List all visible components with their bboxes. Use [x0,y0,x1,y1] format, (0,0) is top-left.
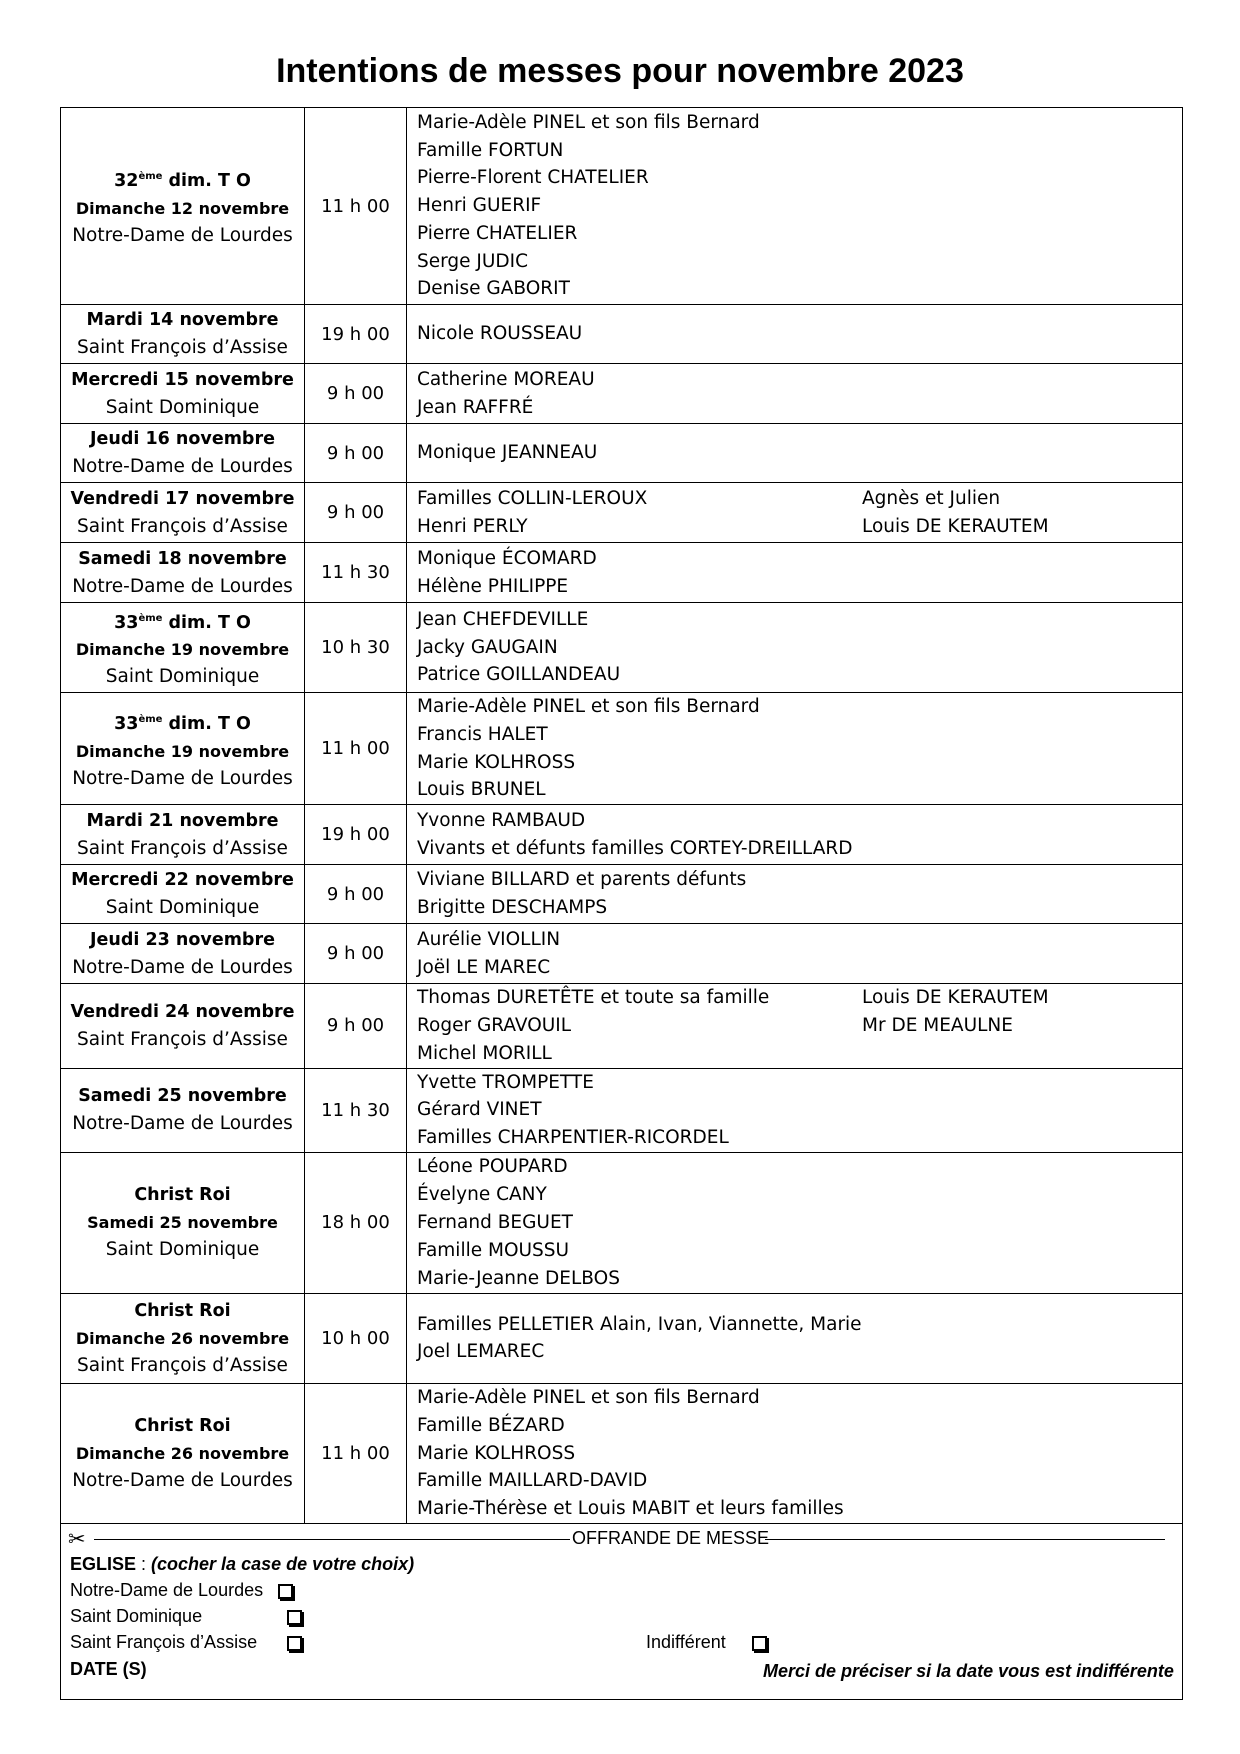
intention-name: Roger GRAVOUIL [417,1014,572,1036]
church-name: Notre-Dame de Lourdes [72,767,293,789]
feast-label [61,1413,304,1440]
intention-name: Marie KOLHROSS [417,751,576,773]
feast-name: 33 [114,612,139,633]
table-row [61,305,1183,364]
day-label: Samedi 25 novembre [78,1086,287,1107]
intention-name: Francis HALET [417,723,548,745]
intention-name: Marie-Thérèse et Louis MABIT et leurs familles [417,1498,844,1520]
date-label: DATE (S) [70,1659,147,1679]
eglise-hint: (cocher la case de votre choix) [151,1554,415,1574]
intentions-cell [407,1152,1183,1293]
time-cell: 10 h 00 [305,1293,407,1383]
date-cell [61,1293,305,1383]
intentions-cell [407,108,1183,305]
intentions-cell [407,1068,1183,1152]
feast-name: Christ Roi [134,1415,231,1436]
day-label: Mercredi 22 novembre [71,870,294,891]
intention-name: Marie-Adèle PINEL et son fils Bernard [417,111,760,133]
date-cell [61,1383,305,1523]
day-label: Dimanche 19 novembre [75,640,290,660]
feast-label [61,605,304,637]
church-name: Saint François d’Assise [77,1354,288,1376]
day-label: Samedi 25 novembre [87,1213,278,1233]
time-cell: 11 h 00 [305,693,407,805]
date-cell [61,543,305,603]
intentions-left [417,485,862,541]
date-cell [61,1068,305,1152]
intention-name: Louis DE KERAUTEM [862,987,1049,1009]
page-title: Intentions de messes pour novembre 2023 [276,52,964,90]
intentions-cell [407,364,1183,424]
eglise-separator: : [136,1554,152,1574]
table-row [61,693,1183,805]
table-row [61,1383,1183,1523]
date-cell [61,603,305,693]
church-name: Notre-Dame de Lourdes [72,1113,293,1135]
table-row [61,1068,1183,1152]
intentions-columns [417,984,1182,1067]
intentions-columns [417,485,1182,541]
intentions-cell [407,1293,1183,1383]
intentions-cell [407,1383,1183,1523]
intention-name: Michel MORILL [417,1042,552,1064]
time-cell: 11 h 00 [305,108,407,305]
church-name: Notre-Dame de Lourdes [72,1469,293,1491]
feast-suffix: dim. T O [162,170,251,191]
feast-suffix: dim. T O [162,713,251,734]
saint-francois-checkbox[interactable] [287,1636,302,1651]
offrande-form [60,1525,1183,1700]
table-row [61,924,1183,984]
feast-ordinal: ème [138,612,163,624]
intention-name: Pierre CHATELIER [417,222,578,244]
intention-name: Patrice GOILLANDEAU [417,664,621,686]
intention-name: Jacky GAUGAIN [417,636,558,658]
church-name: Saint François d’Assise [77,515,288,537]
intention-name: Marie-Adèle PINEL et son fils Bernard [417,1386,760,1408]
day-label: Mercredi 15 novembre [71,369,294,390]
intention-name: Joel LEMAREC [417,1341,545,1363]
option-saint-dominique[interactable] [70,1606,330,1627]
offrande-heading: OFFRANDE DE MESSE [572,1528,770,1548]
intention-name: Famille MOUSSU [417,1239,570,1261]
notre-dame-checkbox[interactable] [278,1584,293,1599]
intentions-right [862,485,1182,541]
table-row [61,865,1183,924]
church-name: Saint Dominique [105,396,260,418]
intention-name: Familles PELLETIER Alain, Ivan, Viannette, Marie [417,1313,862,1335]
intention-name: Serge JUDIC [417,250,529,272]
day-label: Jeudi 16 novembre [90,429,275,449]
intention-name: Pierre-Florent CHATELIER [417,167,649,189]
intention-name: Marie-Jeanne DELBOS [417,1267,620,1289]
intention-name: Henri GUERIF [417,195,542,217]
time-cell: 9 h 00 [305,364,407,424]
cut-line-right [765,1539,1165,1540]
intention-name: Brigitte DESCHAMPS [417,897,608,919]
intention-name: Thomas DURETÊTE et toute sa famille [417,987,770,1009]
time-cell: 11 h 00 [305,1383,407,1523]
intentions-left [417,984,862,1067]
date-cell [61,1152,305,1293]
date-cell [61,805,305,865]
intention-name: Monique JEANNEAU [417,442,598,464]
church-name: Notre-Dame de Lourdes [72,575,293,597]
intention-name: Évelyne CANY [417,1184,547,1206]
intention-name: Agnès et Julien [862,487,1001,509]
day-label: Jeudi 23 novembre [90,929,275,950]
mass-intentions-table [60,107,1183,1524]
intentions-cell [407,305,1183,364]
intention-name: Joël LE MAREC [417,956,551,978]
intention-name: Marie-Adèle PINEL et son fils Bernard [417,696,760,717]
intentions-cell [407,603,1183,693]
time-cell: 10 h 30 [305,603,407,693]
intention-name: Marie KOLHROSS [417,1442,576,1464]
intention-name: Louis DE KERAUTEM [862,515,1049,537]
intention-name: Jean RAFFRÉ [417,396,534,418]
option-indifferent[interactable] [646,1632,786,1653]
option-label: Saint Dominique [70,1606,203,1626]
intentions-cell [407,865,1183,924]
table-row [61,984,1183,1068]
intention-name: Jean CHEFDEVILLE [417,608,589,630]
feast-label [61,1298,304,1325]
intention-name: Yvonne RAMBAUD [417,809,586,831]
intention-name: Famille MAILLARD-DAVID [417,1470,648,1492]
time-cell: 11 h 30 [305,543,407,603]
church-name: Notre-Dame de Lourdes [72,456,293,477]
intentions-cell [407,924,1183,984]
feast-label [61,706,304,738]
intention-name: Louis BRUNEL [417,779,546,801]
time-cell: 9 h 00 [305,865,407,924]
option-notre-dame[interactable] [70,1580,330,1601]
intention-name: Famille FORTUN [417,139,564,161]
date-cell [61,924,305,984]
date-cell [61,984,305,1068]
intention-name: Monique ÉCOMARD [417,547,597,569]
time-cell: 18 h 00 [305,1152,407,1293]
intention-name: Yvette TROMPETTE [417,1071,594,1093]
intention-name: Henri PERLY [417,515,528,537]
day-label: Vendredi 17 novembre [70,488,295,509]
intention-name: Léone POUPARD [417,1156,568,1178]
intention-name: Vivants et défunts familles CORTEY-DREILLARD [417,837,853,859]
date-cell [61,693,305,805]
eglise-label: EGLISE [70,1554,137,1574]
date-cell [61,108,305,305]
intention-name: Denise GABORIT [417,278,570,300]
time-cell: 11 h 30 [305,1068,407,1152]
intention-name: Catherine MOREAU [417,368,595,390]
option-label: Saint François d’Assise [70,1632,258,1652]
day-label: Dimanche 12 novembre [75,198,290,218]
table-row [61,543,1183,603]
intention-name: Nicole ROUSSEAU [417,323,583,345]
feast-suffix: dim. T O [162,612,251,633]
intention-name: Familles CHARPENTIER-RICORDEL [417,1127,729,1149]
date-cell [61,865,305,924]
date-cell [61,305,305,364]
time-cell: 19 h 00 [305,305,407,364]
day-label: Vendredi 24 novembre [70,1001,295,1022]
eglise-row [70,1554,414,1575]
intentions-cell [407,805,1183,865]
day-label: Dimanche 26 novembre [75,1443,290,1463]
scissors-icon: ✂ [68,1528,86,1551]
option-saint-francois[interactable] [70,1632,330,1653]
feast-name: Christ Roi [134,1185,231,1206]
feast-label [61,1182,304,1209]
intentions-cell [407,483,1183,543]
church-name: Saint François d’Assise [77,837,288,859]
intention-name: Fernand BEGUET [417,1212,573,1234]
table-row [61,1293,1183,1383]
feast-name: Christ Roi [134,1300,231,1321]
day-label: Mardi 14 novembre [86,310,279,330]
time-cell: 19 h 00 [305,805,407,865]
date-cell [61,483,305,543]
indifferent-checkbox[interactable] [752,1636,767,1651]
table-row [61,1152,1183,1293]
feast-name: 33 [114,713,139,734]
church-name: Notre-Dame de Lourdes [72,224,293,246]
time-cell: 9 h 00 [305,483,407,543]
saint-dominique-checkbox[interactable] [287,1610,302,1625]
intention-name: Familles COLLIN-LEROUX [417,487,648,509]
day-label: Mardi 21 novembre [86,810,279,831]
feast-name: 32 [114,170,139,191]
church-name: Saint François d’Assise [77,1028,288,1050]
feast-ordinal: ème [138,713,163,725]
intention-name: Viviane BILLARD et parents défunts [417,869,747,891]
date-note: Merci de préciser si la date vous est indifférente [763,1661,1174,1681]
church-name: Saint Dominique [105,1239,260,1261]
day-label: Samedi 18 novembre [78,548,287,569]
time-cell: 9 h 00 [305,984,407,1068]
church-name: Notre-Dame de Lourdes [72,956,293,978]
date-cell [61,364,305,424]
intention-name: Famille BÉZARD [417,1414,565,1436]
intentions-cell [407,693,1183,805]
intentions-right [862,984,1182,1067]
church-name: Saint Dominique [105,897,260,919]
cut-line-left [94,1539,570,1540]
church-name: Saint François d’Assise [77,337,288,358]
church-name: Saint Dominique [105,666,260,688]
time-cell: 9 h 00 [305,924,407,984]
day-label: Dimanche 26 novembre [75,1328,290,1348]
intention-name: Aurélie VIOLLIN [417,928,561,950]
intention-name: Hélène PHILIPPE [417,575,569,597]
option-label: Notre-Dame de Lourdes [70,1580,264,1600]
table-row [61,483,1183,543]
intentions-cell [407,543,1183,603]
intention-name: Gérard VINET [417,1099,542,1121]
table-row [61,805,1183,865]
day-label: Dimanche 19 novembre [75,741,290,761]
feast-label [61,163,304,195]
intentions-cell [407,424,1183,483]
table-row [61,364,1183,424]
table-row [61,108,1183,305]
feast-ordinal: ème [138,171,163,183]
indifferent-label: Indifférent [646,1632,726,1652]
table-row [61,424,1183,483]
intention-name: Mr DE MEAULNE [862,1014,1013,1036]
table-row [61,603,1183,693]
intentions-cell [407,984,1183,1068]
time-cell: 9 h 00 [305,424,407,483]
date-cell [61,424,305,483]
